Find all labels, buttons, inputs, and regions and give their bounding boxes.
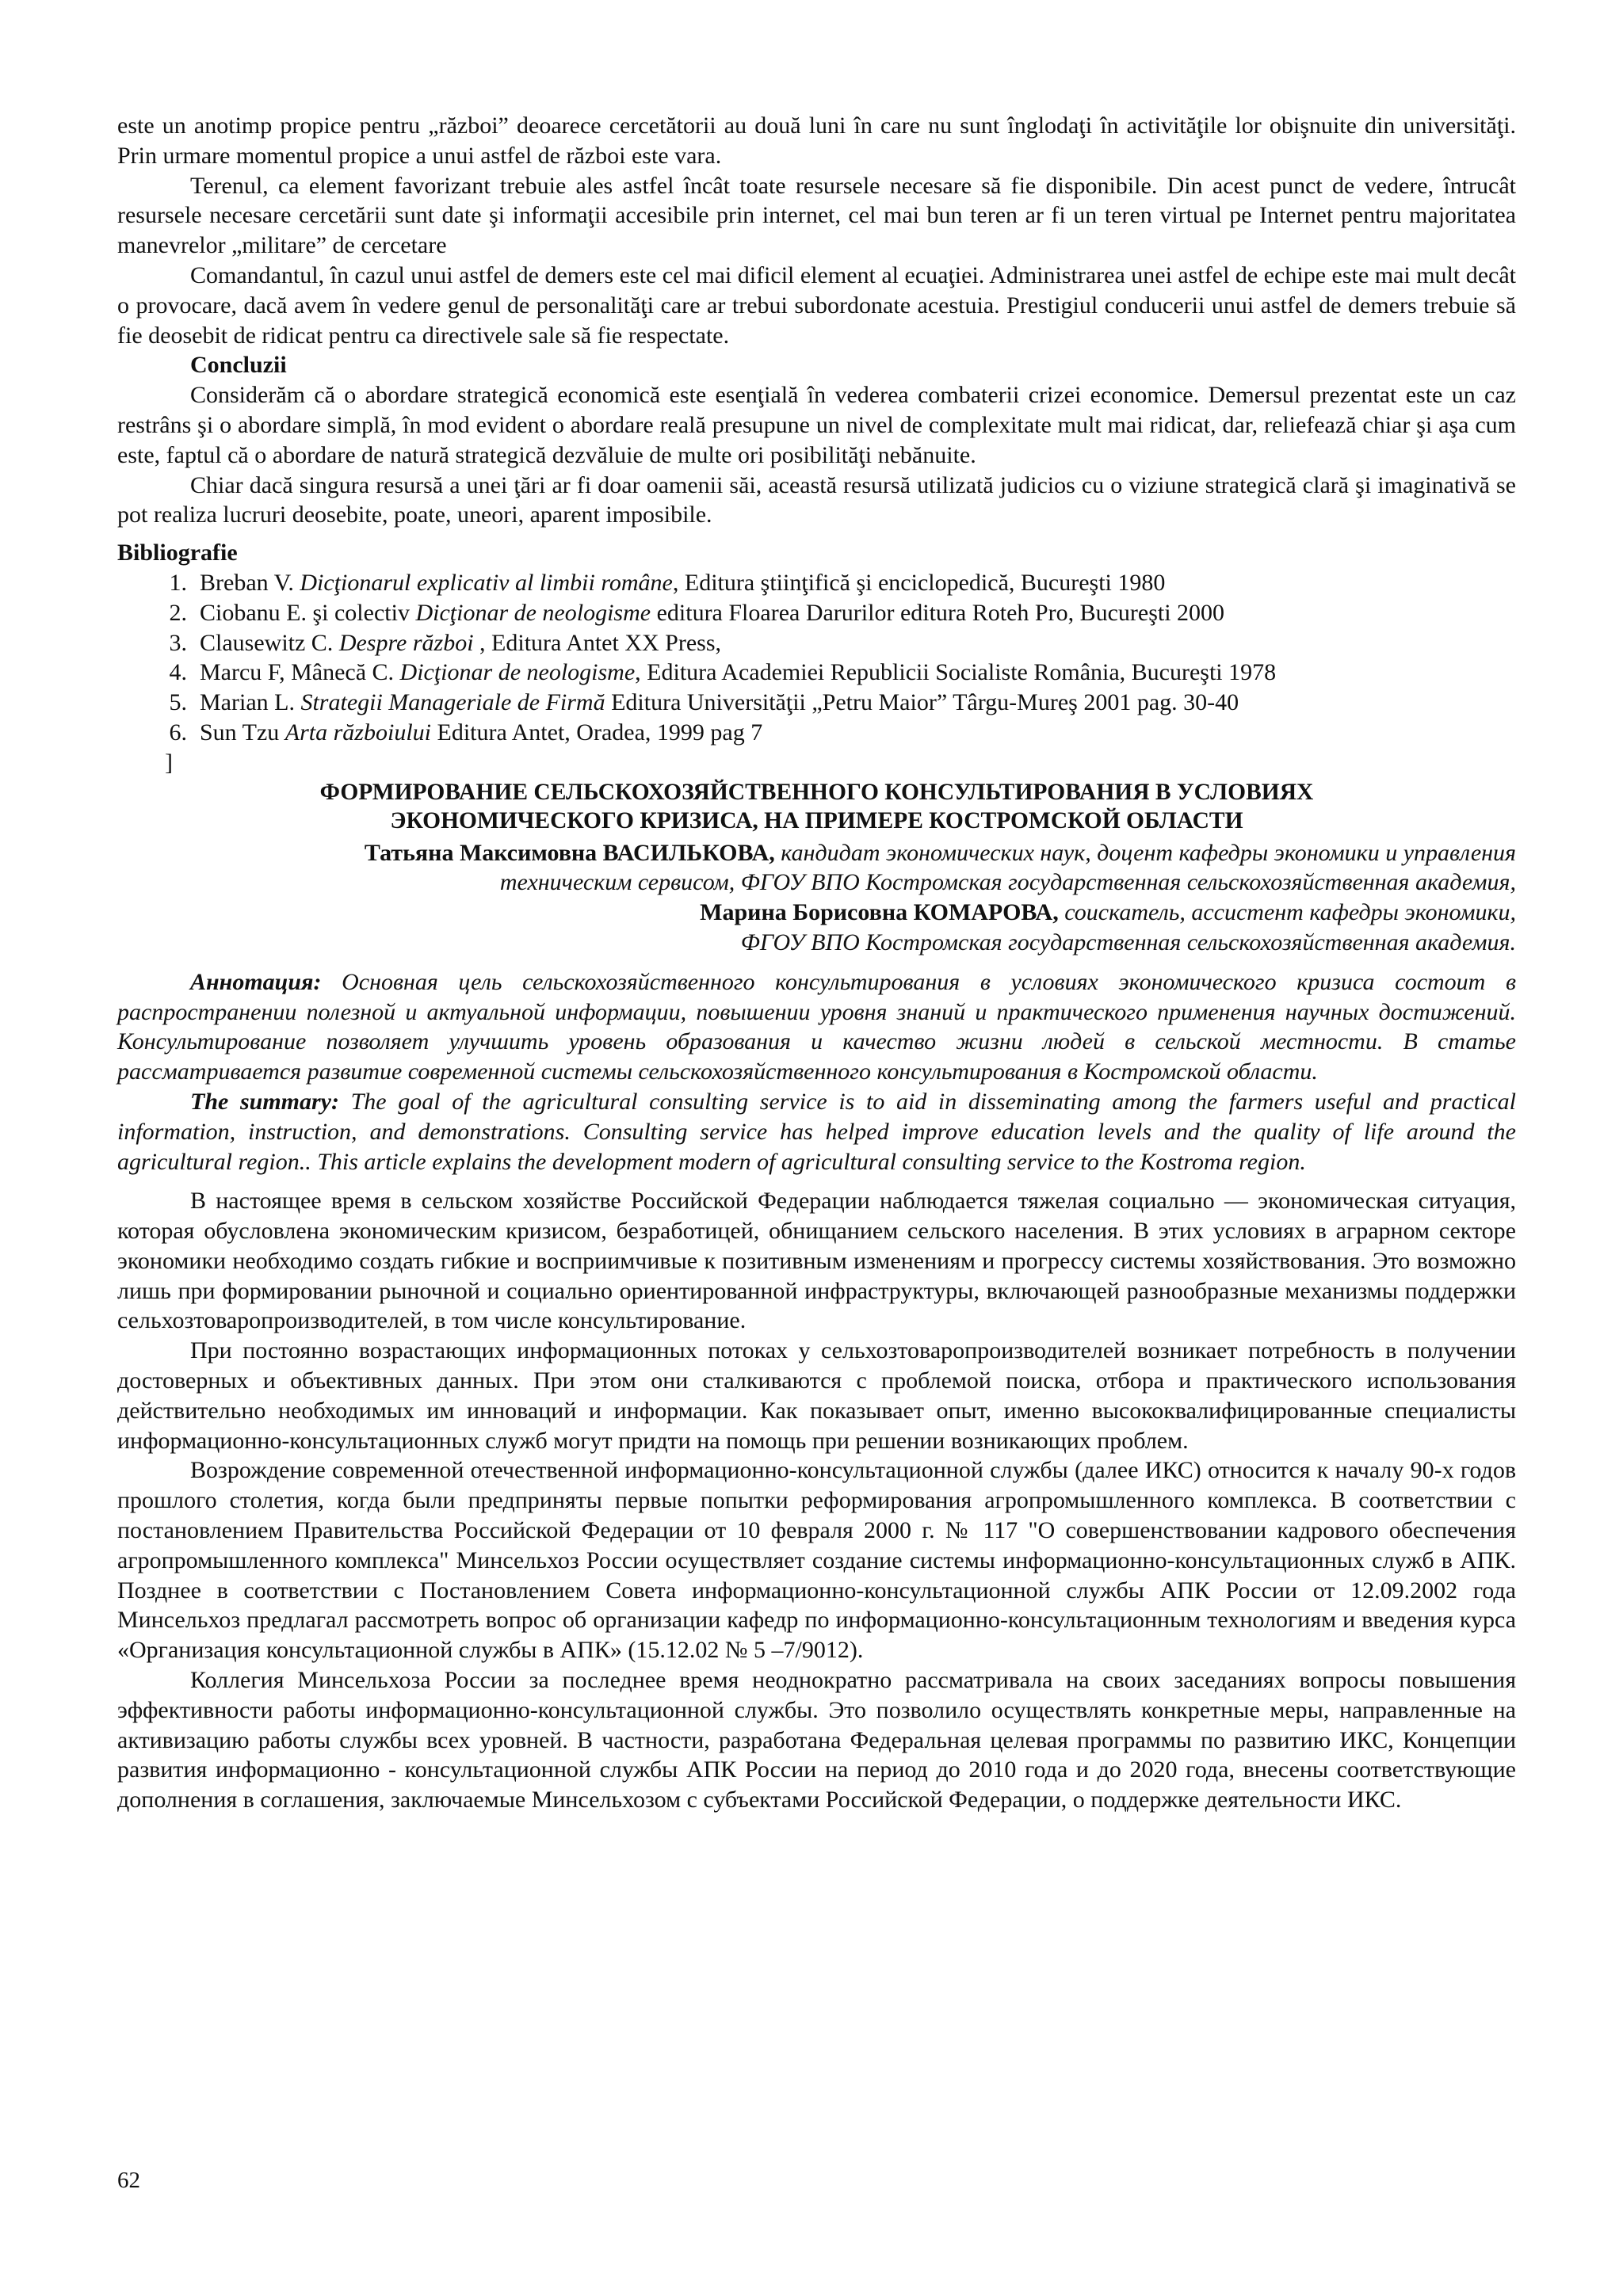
- item-title: Arta războiului: [285, 719, 431, 746]
- body-paragraph: В настоящее время в сельском хозяйстве Российской Федерации наблюдается тяжелая социально — экономическая ситуация, которая обусловлена экономическим кризисом, безработицей, обнищанием сельского населения. В этих условиях в аграрном секторе экономики необходимо создать гибкие и восприимчивые к позитивным изменениям и прогрессу системы хозяйствования. Это возможно лишь при формировании рыночной и социально ориентированной инфраструктуры, включающей разнообразные механизмы поддержки сельхозтоваропроизводителей, в том числе консультирование.: [117, 1188, 1516, 1334]
- item-publisher: editura Floarea Darurilor editura Roteh Pro, Bucureşti 2000: [651, 599, 1225, 626]
- bibliography-item: [117, 658, 1516, 688]
- item-author: Ciobanu E. şi colectiv: [200, 599, 416, 626]
- authors-block: [117, 838, 1516, 958]
- summary: [117, 1087, 1516, 1177]
- title-line: ФОРМИРОВАНИЕ СЕЛЬСКОХОЗЯЙСТВЕННОГО КОНСУЛЬТИРОВАНИЯ В УСЛОВИЯХ: [319, 779, 1314, 805]
- item-author: Sun Tzu: [200, 719, 285, 746]
- bibliography-item: [117, 718, 1516, 748]
- item-number: 5.: [169, 689, 187, 716]
- summary-text: The goal of the agricultural consulting service is to aid in disseminating among the farmers useful and practical information, instruction, and demonstrations. Consulting service has helped improve education levels and the quality of life around the agricultural region.. This article explains the development modern of agricultural consulting service to the Kostroma region.: [117, 1088, 1517, 1175]
- item-publisher: , Editura Academiei Republicii Socialiste România, Bucureşti 1978: [635, 659, 1277, 686]
- bibliography-list: [117, 568, 1516, 748]
- conclusions-heading: Concluzii: [190, 352, 287, 379]
- item-author: Marcu F, Mânecă C.: [200, 659, 400, 686]
- paragraph: Comandantul, în cazul unui astfel de demers este cel mai dificil element al ecuaţiei. Administrarea unei astfel de echipe este mai mult decât o provocare, dacă avem în vedere genul de personalităţi care ar trebui subordonate acestuia. Prestigiul conducerii unui astfel de demers trebuie să fie deosebit de ridicat pentru ca directivele sale să fie respectate.: [117, 261, 1516, 349]
- item-number: 6.: [169, 719, 187, 746]
- item-number: 2.: [169, 599, 187, 626]
- author-affiliation: техническим сервисом, ФГОУ ВПО Костромская государственная сельскохозяйственная академия,: [499, 869, 1516, 896]
- author-affiliation: кандидат экономических наук, доцент кафедры экономики и управления: [774, 839, 1516, 866]
- author-affiliation: ФГОУ ВПО Костромская государственная сельскохозяйственная академия.: [740, 929, 1516, 955]
- bibliography-item: [117, 688, 1516, 718]
- author-line: [117, 898, 1516, 928]
- item-title: Strategii Manageriale de Firmă: [300, 689, 605, 716]
- item-title: Dicţionar de neologisme: [399, 659, 636, 686]
- annotation: [117, 967, 1516, 1087]
- item-publisher: Editura Universităţii „Petru Maior” Târgu-Mureş 2001 pag. 30-40: [605, 689, 1239, 716]
- item-author: Breban V.: [200, 569, 300, 596]
- stray-bracket: ]: [165, 749, 173, 776]
- author-name: Марина Борисовна КОМАРОВА,: [700, 899, 1059, 926]
- body-paragraph: При постоянно возрастающих информационных потоках у сельхозтоваропроизводителей возникает потребность в получении достоверных и объективных данных. При этом они сталкиваются с проблемой поиска, отбора и практического использования действительно необходимых им инноваций и информации. Как показывает опыт, именно высококвалифицированные специалисты информационно-консультационных служб могут придти на помощь при решении возникающих проблем.: [117, 1337, 1516, 1454]
- author-line: [117, 838, 1516, 868]
- item-publisher: , Editura Antet XX Press,: [473, 629, 721, 656]
- annotation-text: Основная цель сельскохозяйственного консультирования в условиях экономического кризиса состоит в распространении полезной и актуальной информации, повышении уровня знаний и практического применения научных достижений. Консультирование позволяет улучшить уровень образования и качество жизни людей в сельской местности. В статье рассматривается развитие современной системы сельскохозяйственного консультирования в Костромской области.: [117, 968, 1516, 1085]
- author-name: Татьяна Максимовна ВАСИЛЬКОВА,: [364, 839, 775, 866]
- bibliography-heading: Bibliografie: [117, 540, 238, 566]
- bibliography-item: [117, 628, 1516, 658]
- article-title: [117, 778, 1516, 835]
- page-content: [117, 111, 1516, 1815]
- paragraph: este un anotimp propice pentru „război” deoarece cercetătorii au două luni în care nu sunt înglodaţi în activităţile lor obişnuite din universităţi. Prin urmare momentul propice a unui astfel de război este vara.: [117, 113, 1516, 169]
- author-affiliation: соискатель, ассистент кафедры экономики,: [1058, 899, 1516, 926]
- body-paragraph: Возрождение современной отечественной информационно-консультационной службы (далее ИКС) относится к началу 90-х годов прошлого столетия, когда были предприняты первые попытки реформирования агропромышленного комплекса. В соответствии с постановлением Правительства Российской Федерации от 10 февраля 2000 г. № 117 "О совершенствовании кадрового обеспечения агропромышленного комплекса" Минсельхоз России осуществляет создание системы информационно-консультационных служб в АПК. Позднее в соответствии с Постановлением Совета информационно-консультационной службы АПК России от 12.09.2002 года Минсельхоз предлагал рассмотреть вопрос об организации кафедр по информационно-консультационным технологиям и введения курса «Организация консультационной службы в АПК» (15.12.02 № 5 –7/9012).: [117, 1457, 1516, 1664]
- item-title: Dicţionarul explicativ al limbii române: [300, 569, 673, 596]
- paragraph: Considerăm că o abordare strategică economică este esenţială în vederea combaterii crizei economice. Demersul prezentat este un caz restrâns şi o abordare simplă, în mod evident o abordare reală presupune un nivel de complexitate mult mai ridicat, dar, reliefează chiar şi aşa cum este, faptul că o abordare de natură strategică dezvăluie de multe ori posibilităţi nebănuite.: [117, 382, 1516, 468]
- item-number: 3.: [169, 629, 187, 656]
- paragraph: Terenul, ca element favorizant trebuie ales astfel încât toate resursele necesare să fie disponibile. Din acest punct de vedere, întrucât resursele necesare cercetării sunt date şi informaţii accesibile prin internet, cel mai bun teren ar fi un teren virtual pe Internet pentru majoritatea manevrelor „militare” de cercetare: [117, 172, 1516, 259]
- item-title: Dicţionar de neologisme: [415, 599, 651, 626]
- body-paragraph: Коллегия Минсельхоза России за последнее время неоднократно рассматривала на своих заседаниях вопросы повышения эффективности работы информационно-консультационной службы. Это позволило осуществлять конкретные меры, направленные на активизацию работы службы всех уровней. В частности, разработана Федеральная целевая программы по развитию ИКС, Концепции развития информационно - консультационной службы АПК России на период до 2010 года и до 2020 года, внесены соответствующие дополнения в соглашения, заключаемые Минсельхозом с субъектами Российской Федерации, о поддержке деятельности ИКС.: [117, 1667, 1516, 1814]
- item-title: Despre război: [338, 629, 474, 656]
- bibliography-item: [117, 598, 1516, 628]
- bibliography-item: [117, 568, 1516, 598]
- item-publisher: Editura Antet, Oradea, 1999 pag 7: [431, 719, 763, 746]
- page-number: 62: [117, 2168, 140, 2193]
- title-line: ЭКОНОМИЧЕСКОГО КРИЗИСА, НА ПРИМЕРЕ КОСТРОМСКОЙ ОБЛАСТИ: [390, 807, 1243, 833]
- item-author: Clausewitz C.: [200, 629, 339, 656]
- summary-label: The summary:: [190, 1088, 339, 1115]
- item-number: 1.: [169, 569, 187, 596]
- paragraph: Chiar dacă singura resursă a unei ţări ar fi doar oamenii săi, această resursă utilizată judicios cu o viziune strategică clară şi imaginativă se pot realiza lucruri deosebite, poate, uneori, aparent imposibile.: [117, 471, 1516, 528]
- annotation-label: Аннотация:: [190, 968, 322, 995]
- item-author: Marian L.: [200, 689, 301, 716]
- item-number: 4.: [169, 659, 187, 686]
- item-publisher: , Editura ştiinţifică şi enciclopedică, Bucureşti 1980: [672, 569, 1166, 596]
